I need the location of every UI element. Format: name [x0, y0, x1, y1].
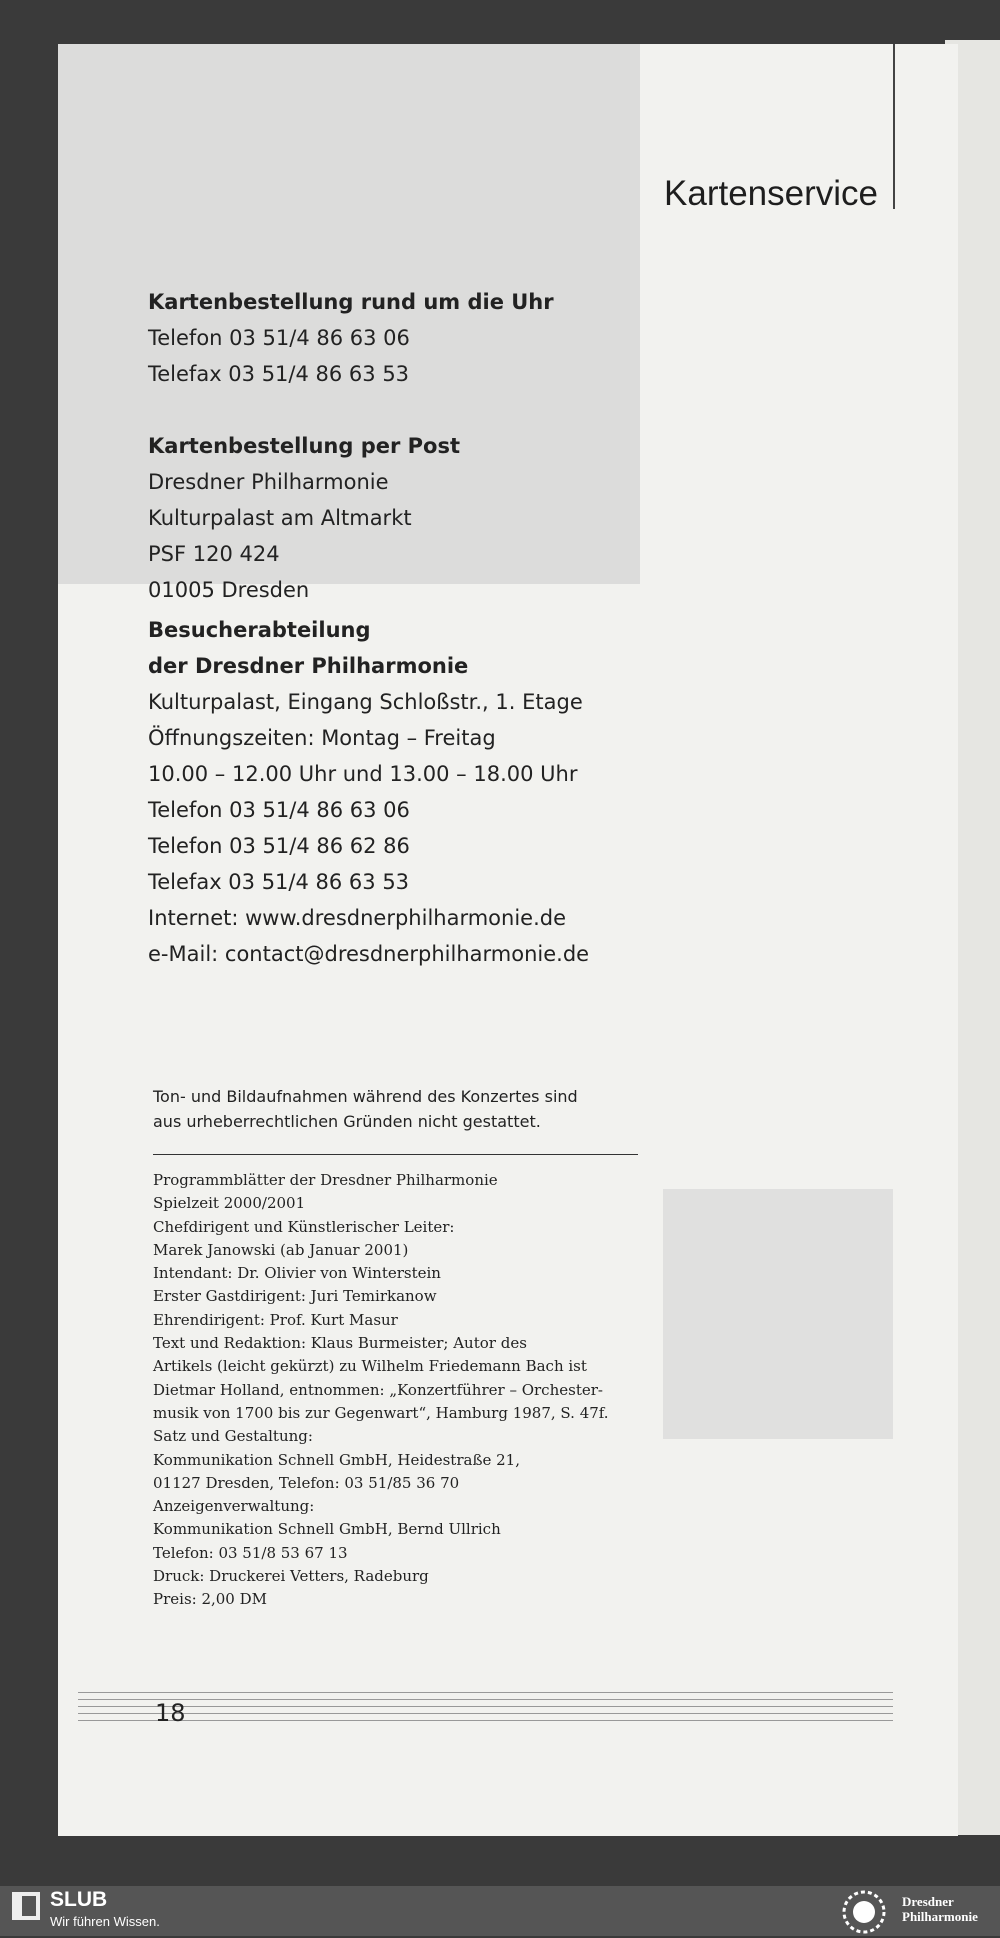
- post-orders-heading: Kartenbestellung per Post: [148, 434, 461, 458]
- credits-line: Ehrendirigent: Prof. Kurt Masur: [153, 1310, 398, 1329]
- post-orders-line: PSF 120 424: [148, 542, 280, 566]
- post-orders-line: 01005 Dresden: [148, 578, 310, 602]
- credits-line: Spielzeit 2000/2001: [153, 1194, 306, 1213]
- document-page: [58, 44, 958, 1836]
- dresdner-philharmonie-logo-icon: [842, 1890, 886, 1934]
- credits-line: Kommunikation Schnell GmbH, Heidestraße 21,: [153, 1450, 520, 1469]
- ticket-info: [148, 284, 589, 972]
- slub-tagline: Wir führen Wissen.: [50, 1914, 160, 1929]
- credits-line: Marek Janowski (ab Januar 2001): [153, 1240, 409, 1259]
- credits-line: Kommunikation Schnell GmbH, Bernd Ullrich: [153, 1520, 501, 1539]
- credits-line: musik von 1700 bis zur Gegenwart“, Hamburg 1987, S. 47f.: [153, 1403, 609, 1422]
- credits-line: Preis: 2,00 DM: [153, 1590, 268, 1609]
- visitor-dept-line: Telefon 03 51/4 86 62 86: [148, 834, 410, 858]
- credits-line: Text und Redaktion: Klaus Burmeister; Autor des: [153, 1334, 527, 1353]
- credits-line: Dietmar Holland, entnommen: „Konzertführer – Orchester-: [153, 1380, 603, 1399]
- phone-orders-line: Telefon 03 51/4 86 63 06: [148, 326, 410, 350]
- visitor-dept-line: 10.00 – 12.00 Uhr und 13.00 – 18.00 Uhr: [148, 762, 578, 786]
- recording-note: Ton- und Bildaufnahmen während des Konzertes sind aus urheberrechtlichen Gründen nicht gestattet.: [153, 1087, 578, 1131]
- credits-line: Erster Gastdirigent: Juri Temirkanow: [153, 1287, 437, 1306]
- post-orders-line: Dresdner Philharmonie: [148, 470, 389, 494]
- slub-name: SLUB: [50, 1888, 108, 1911]
- credits-block: [153, 1169, 609, 1612]
- slub-logo-icon: [12, 1892, 40, 1920]
- divider-rule: [153, 1154, 638, 1155]
- visitor-dept-line: Telefon 03 51/4 86 63 06: [148, 798, 410, 822]
- background-ad-panel: [663, 1189, 893, 1439]
- credits-line: Anzeigenverwaltung:: [153, 1497, 315, 1516]
- phone-orders-line: Telefax 03 51/4 86 63 53: [148, 362, 410, 386]
- visitor-dept-heading: der Dresdner Philharmonie: [148, 654, 469, 678]
- credits-line: Intendant: Dr. Olivier von Winterstein: [153, 1264, 441, 1283]
- post-orders-line: Kulturpalast am Altmarkt: [148, 506, 412, 530]
- credits-line: Programmblätter der Dresdner Philharmonie: [153, 1171, 498, 1189]
- credits-line: 01127 Dresden, Telefon: 03 51/85 36 70: [153, 1473, 460, 1492]
- page-title: Kartenservice: [664, 174, 878, 213]
- email-line: e-Mail: contact@dresdnerphilharmonie.de: [148, 942, 590, 966]
- credits-line: Chefdirigent und Künstlerischer Leiter:: [153, 1217, 455, 1236]
- credits-line: Telefon: 03 51/8 53 67 13: [153, 1543, 348, 1562]
- credits-line: Druck: Druckerei Vetters, Radeburg: [153, 1567, 429, 1586]
- website-line: Internet: www.dresdnerphilharmonie.de: [148, 906, 567, 930]
- visitor-dept-line: Telefax 03 51/4 86 63 53: [148, 870, 410, 894]
- visitor-dept-line: Kulturpalast, Eingang Schloßstr., 1. Etage: [148, 690, 583, 714]
- credits-line: Satz und Gestaltung:: [153, 1427, 313, 1446]
- music-staff-lines: [78, 1692, 893, 1727]
- column-divider: [893, 44, 895, 209]
- visitor-dept-heading: Besucherabteilung: [148, 618, 371, 642]
- dresdner-philharmonie-name: Dresdner Philharmonie: [902, 1894, 978, 1924]
- page-number: 18: [155, 1699, 186, 1727]
- credits-line: Artikels (leicht gekürzt) zu Wilhelm Friedemann Bach ist: [153, 1357, 587, 1376]
- phone-orders-heading: Kartenbestellung rund um die Uhr: [148, 290, 554, 314]
- visitor-dept-line: Öffnungszeiten: Montag – Freitag: [148, 726, 496, 750]
